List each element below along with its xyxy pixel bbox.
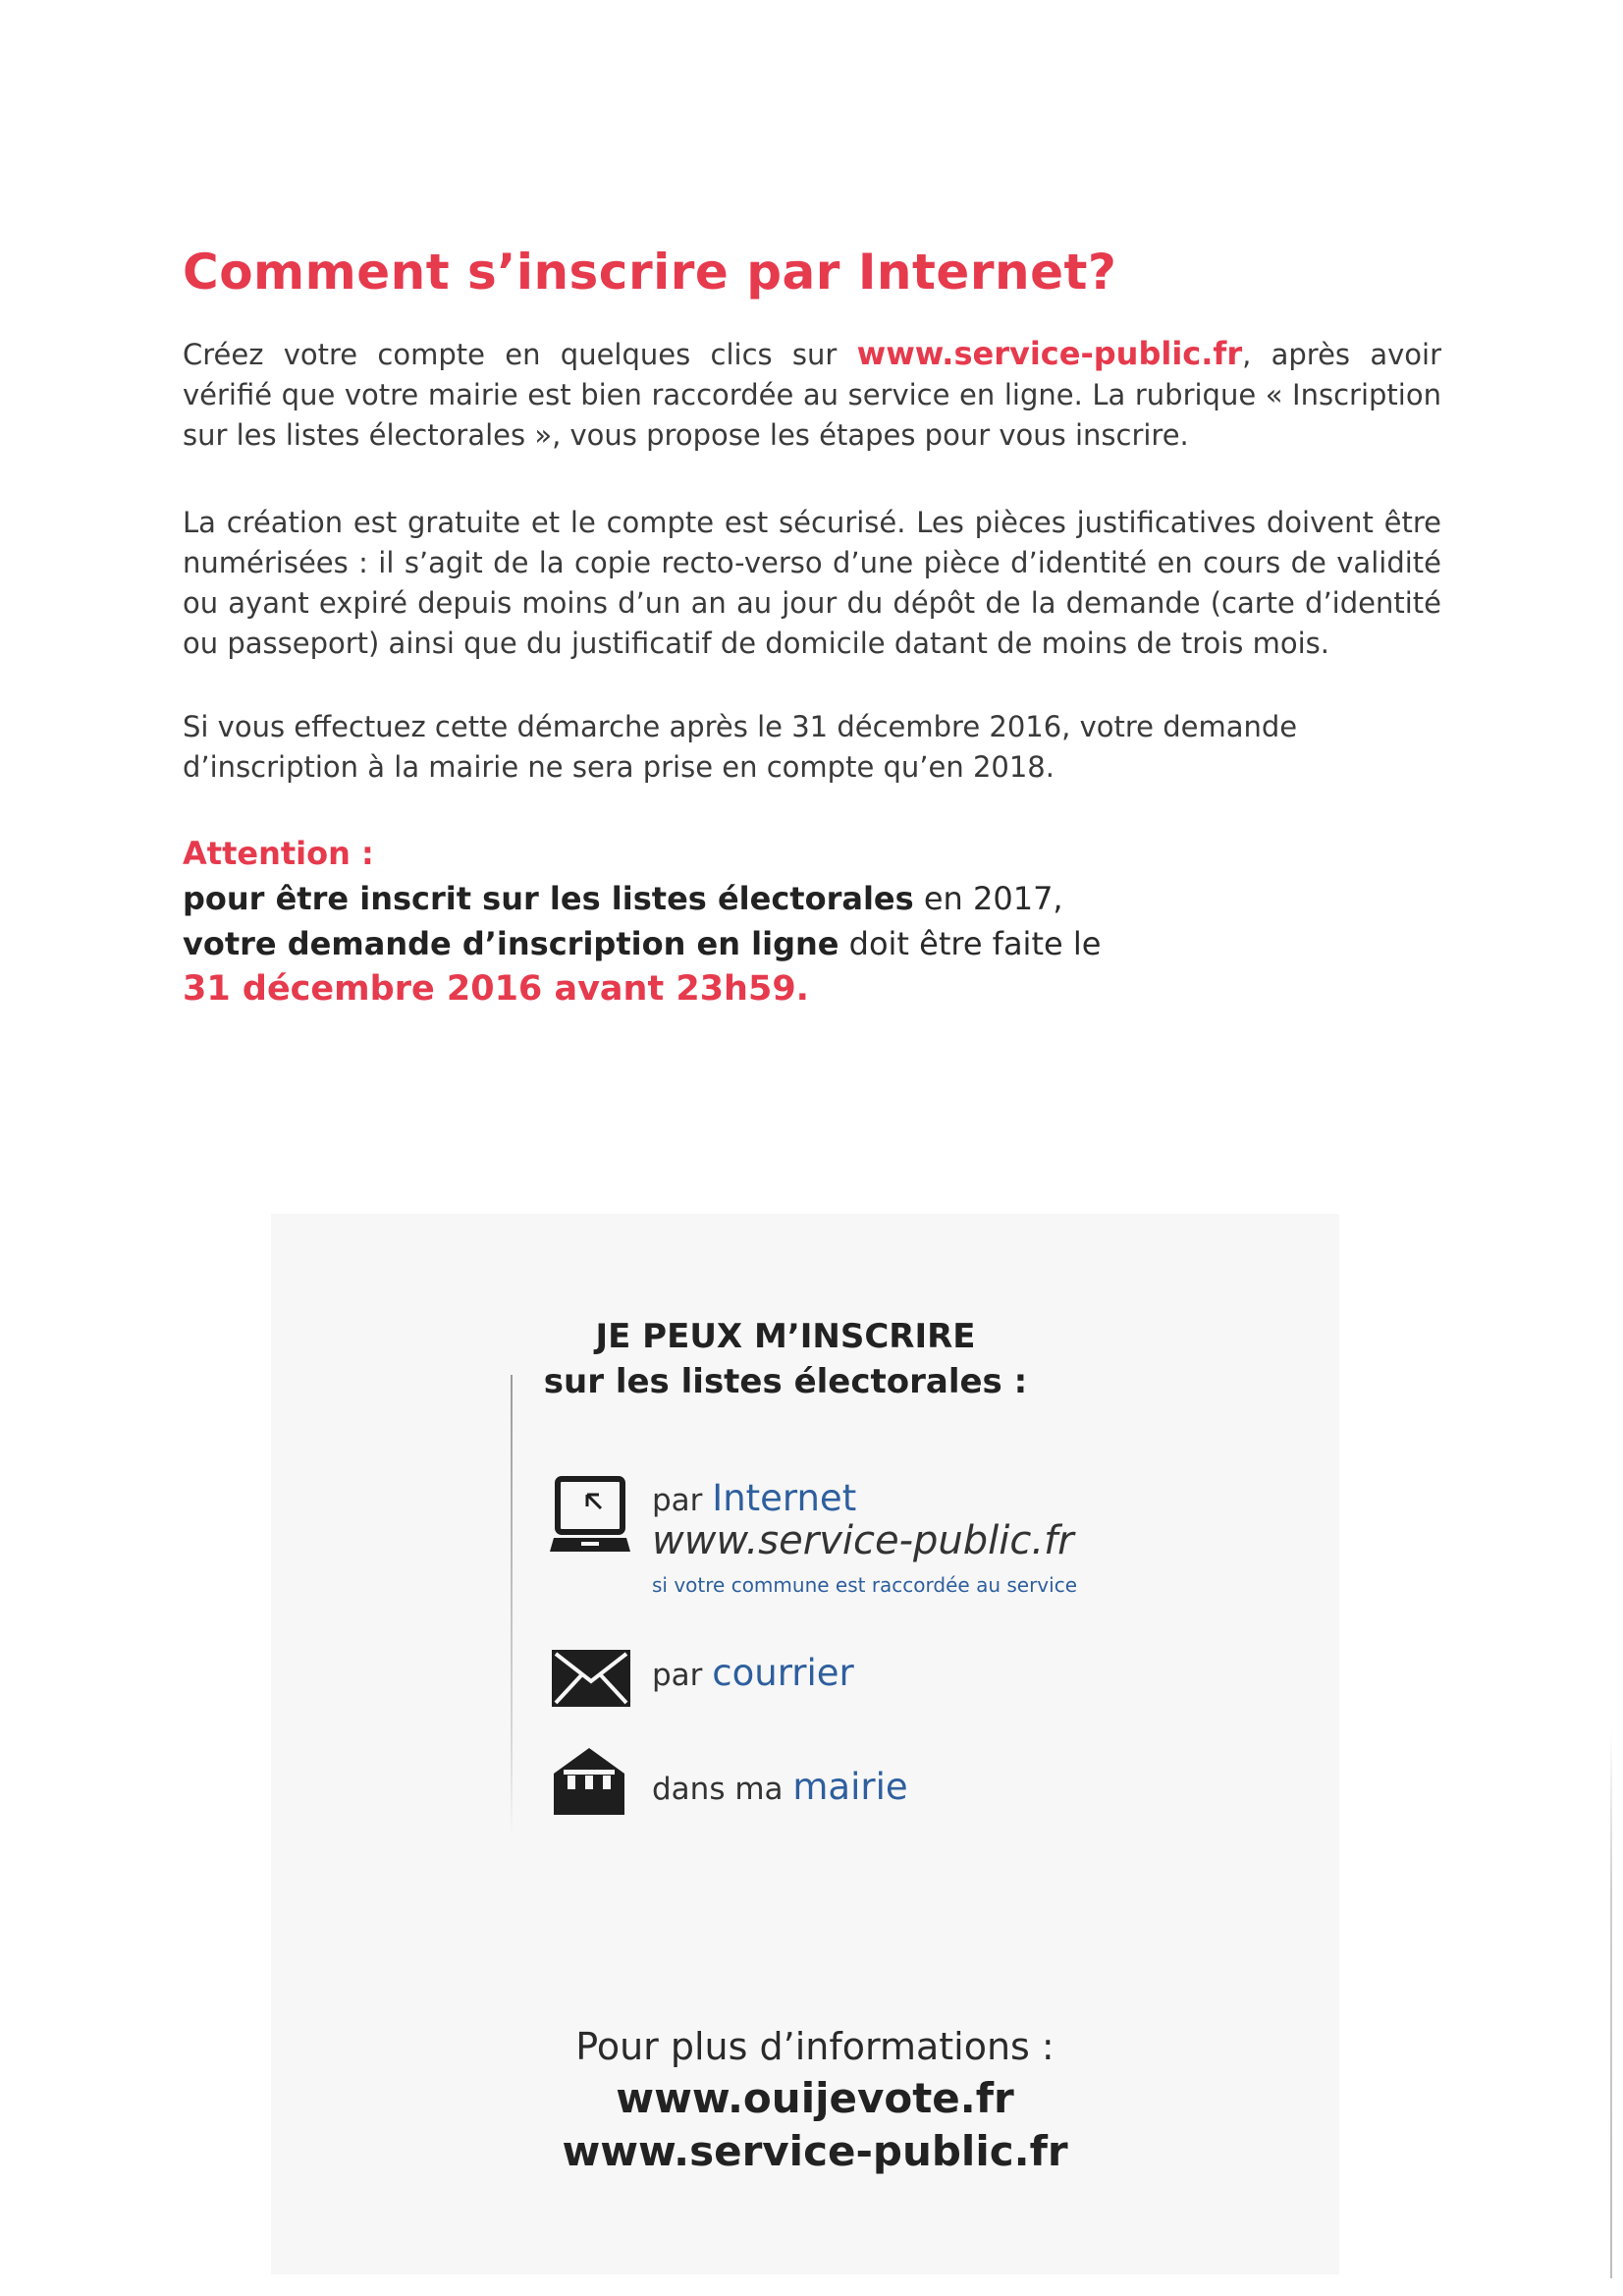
attention-line-2 xyxy=(183,876,1101,921)
option-internet-note: si votre commune est raccordée au service xyxy=(652,1573,1077,1597)
panel-heading-line-2: sur les listes électorales : xyxy=(543,1362,1028,1401)
attention-line-3-bold: votre demande d’inscription en ligne xyxy=(183,925,839,962)
more-info-block xyxy=(471,2021,1159,2178)
option-mairie-channel: mairie xyxy=(792,1766,908,1808)
option-courrier-label xyxy=(652,1652,854,1694)
panel-divider xyxy=(511,1375,513,1836)
attention-line-2-normal: en 2017, xyxy=(913,880,1063,917)
option-mairie-label xyxy=(652,1766,908,1808)
service-public-link[interactable]: www.service-public.fr xyxy=(856,335,1243,372)
attention-line-2-bold: pour être inscrit sur les listes électorales xyxy=(183,880,914,917)
option-mairie-prefix: dans ma xyxy=(652,1772,793,1807)
more-info-label: Pour plus d’informations : xyxy=(575,2025,1055,2068)
attention-line-3 xyxy=(183,921,1101,966)
option-internet-url[interactable]: www.service-public.fr xyxy=(652,1518,1074,1563)
option-courrier-prefix: par xyxy=(652,1658,713,1693)
option-internet-prefix: par xyxy=(652,1483,713,1518)
paragraph-deadline-note: Si vous effectuez cette démarche après le 31 décembre 2016, votre demande d’inscription à la mairie ne sera prise en compte qu’en 2018. xyxy=(183,710,1298,784)
town-hall-icon xyxy=(550,1746,628,1817)
panel-heading-line-1: JE PEUX M’INSCRIRE xyxy=(595,1317,976,1356)
envelope-icon xyxy=(550,1648,632,1709)
paragraph-account-start: Créez votre compte en quelques clics sur xyxy=(183,338,857,371)
service-public-footer-link[interactable]: www.service-public.fr xyxy=(562,2127,1068,2175)
page-title: Comment s’inscrire par Internet? xyxy=(183,244,1117,301)
option-internet-label xyxy=(652,1477,856,1519)
paragraph-account-end: , après avoir vérifié que votre mairie est bien raccordée au service en ligne. La rubrique « Inscription sur les listes électorales », vous propose les étapes pour vous inscrire. xyxy=(183,338,1441,452)
attention-label: Attention : xyxy=(183,835,374,872)
attention-deadline: 31 décembre 2016 avant 23h59. xyxy=(183,969,809,1009)
option-internet-channel: Internet xyxy=(712,1477,857,1519)
laptop-icon xyxy=(550,1473,630,1561)
paragraph-documents: La création est gratuite et le compte est sécurisé. Les pièces justificatives doivent être numérisées : il s’agit de la copie recto-verso d’une pièce d’identité en cours de validité ou ayant expiré depuis moins d’un an au jour du dépôt de la demande (carte d’identité ou passeport) ainsi que du justificatif de domicile datant de moins de trois mois. xyxy=(183,506,1441,660)
ouijevote-link[interactable]: www.ouijevote.fr xyxy=(616,2074,1014,2122)
attention-line-3-normal: doit être faite le xyxy=(839,925,1102,962)
scan-edge-line xyxy=(1610,1728,1612,2278)
attention-block xyxy=(183,831,1101,1011)
panel-heading xyxy=(511,1314,1060,1404)
paragraph-account xyxy=(183,334,1441,456)
option-courrier-channel: courrier xyxy=(712,1652,854,1694)
